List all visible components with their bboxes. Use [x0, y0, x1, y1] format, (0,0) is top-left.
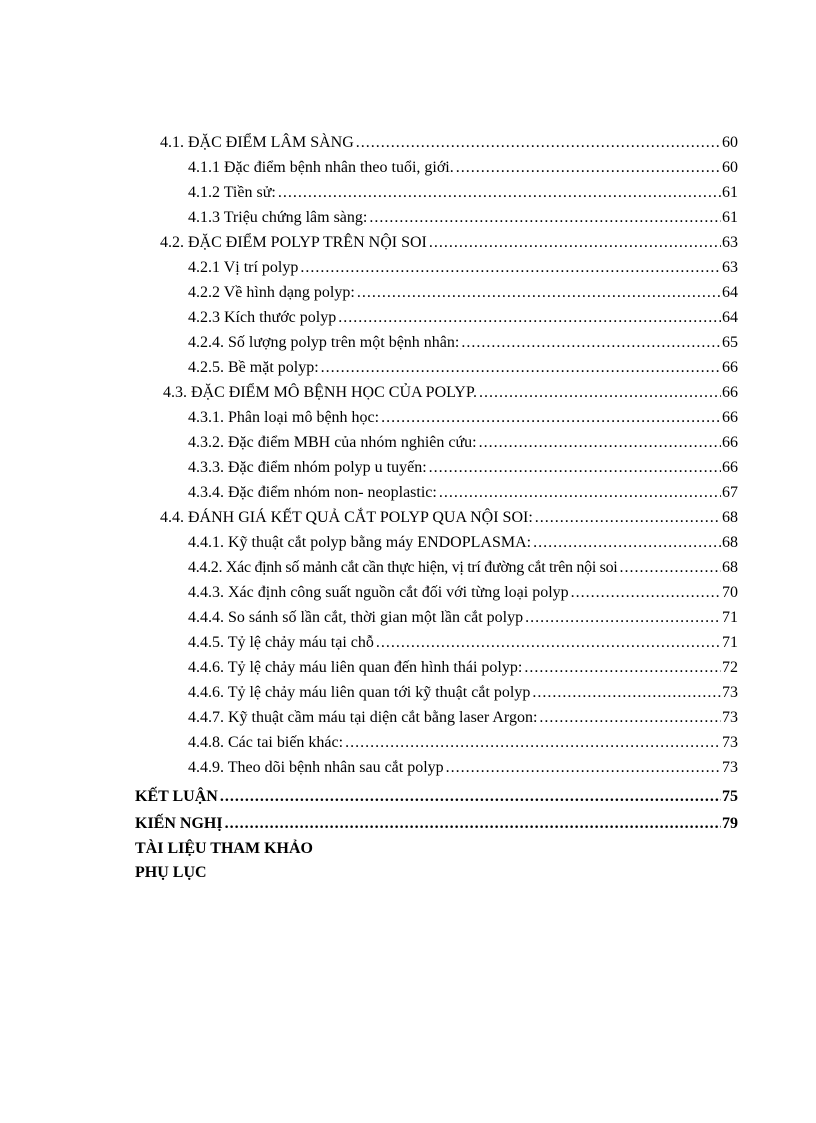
toc-entry-page: 66 [722, 384, 738, 401]
toc-entry-label: 4.4.8. Các tai biến khác: [188, 734, 344, 751]
toc-entry-label: KẾT LUẬN [135, 788, 218, 805]
toc-entry-4-1[interactable] [160, 132, 738, 154]
toc-entry-label: 4.3.4. Đặc điểm nhóm non- neoplastic: [188, 484, 437, 501]
toc-entry-4-3[interactable] [163, 382, 738, 404]
toc-entry-4-4-8[interactable] [188, 732, 738, 754]
toc-leader [539, 707, 721, 729]
toc-entry-4-3-1[interactable] [188, 407, 738, 429]
toc-entry-page: 60 [722, 159, 738, 176]
toc-entry-page: 66 [722, 459, 738, 476]
toc-entry-page: 66 [722, 359, 738, 376]
toc-leader [345, 732, 721, 754]
toc-entry-label: 4.3.3. Đặc điểm nhóm polyp u tuyến: [188, 459, 427, 476]
toc-leader [532, 682, 721, 704]
toc-entry-label: KIẾN NGHỊ [135, 815, 223, 832]
toc-entry-label: 4.3.2. Đặc điểm MBH của nhóm nghiên cứu: [188, 434, 477, 451]
toc-entry-4-4-6b[interactable] [188, 682, 738, 704]
toc-leader [220, 786, 721, 808]
toc-entry-label: 4.4. ĐÁNH GIÁ KẾT QUẢ CẮT POLYP QUA NỘI SOI: [160, 509, 533, 526]
toc-entry-page: 73 [722, 684, 738, 701]
toc-entry-label: 4.4.6. Tỷ lệ chảy máu liên quan đến hình thái polyp: [188, 659, 523, 676]
toc-leader [338, 307, 721, 329]
toc-entry-4-3-2[interactable] [188, 432, 738, 454]
toc-leader [439, 482, 721, 504]
toc-entry-page: 68 [722, 509, 738, 526]
toc-entry-page: 73 [722, 734, 738, 751]
toc-entry-label: 4.2.4. Số lượng polyp trên một bệnh nhân: [188, 334, 460, 351]
toc-entry-page: 65 [722, 334, 738, 351]
toc-entry-label: 4.1. ĐẶC ĐIỂM LÂM SÀNG [160, 134, 354, 151]
toc-entry-page: 64 [722, 284, 738, 301]
toc-leader [357, 282, 721, 304]
toc-entry-4-2-1[interactable] [188, 257, 738, 279]
toc-entry-label: 4.1.2 Tiền sử: [188, 184, 276, 201]
toc-entry-page: 67 [722, 484, 738, 501]
toc-entry-4-3-3[interactable] [188, 457, 738, 479]
toc-entry-4-1-1[interactable] [188, 157, 738, 179]
toc-entry-4-4-2[interactable] [188, 557, 738, 579]
toc-leader [533, 532, 721, 554]
toc-entry-page: 61 [722, 184, 738, 201]
toc-entry-page: 71 [722, 634, 738, 651]
toc-entry-4-4-1[interactable] [188, 532, 738, 554]
toc-entry-page: 73 [722, 709, 738, 726]
toc-entry-label: 4.3.1. Phân loại mô bệnh học: [188, 409, 380, 426]
toc-entry-label: 4.2.3 Kích thước polyp [188, 309, 337, 326]
toc-leader [429, 232, 721, 254]
toc-leader [524, 657, 721, 679]
toc-entry-4-2-4[interactable] [188, 332, 738, 354]
toc-entry-4-4-5[interactable] [188, 632, 738, 654]
toc-entry-page: 75 [722, 788, 738, 805]
toc-leader [446, 757, 721, 779]
toc-leader [429, 457, 721, 479]
toc-entry-4-4-9[interactable] [188, 757, 738, 779]
toc-entry-label: 4.3. ĐẶC ĐIỂM MÔ BỆNH HỌC CỦA POLYP. [163, 384, 477, 401]
toc-entry-label: 4.2.5. Bề mặt polyp: [188, 359, 319, 376]
toc-entry-label: 4.2.1 Vị trí polyp [188, 259, 299, 276]
toc-entry-4-2[interactable] [160, 232, 738, 254]
toc-entry-label: 4.4.1. Kỹ thuật cắt polyp bằng máy ENDOPLASMA: [188, 534, 532, 551]
toc-leader [381, 407, 721, 429]
toc-leader [525, 607, 721, 629]
toc-entry-4-1-3[interactable] [188, 207, 738, 229]
toc-entry-4-4[interactable] [160, 507, 738, 529]
toc-entry-label: 4.2.2 Về hình dạng polyp: [188, 284, 355, 301]
toc-entry-page: 68 [722, 559, 738, 576]
toc-entry-page: 64 [722, 309, 738, 326]
toc-entry-phu-luc[interactable] [135, 862, 738, 884]
toc-entry-page: 60 [722, 134, 738, 151]
toc-entry-page: 79 [722, 815, 738, 832]
toc-entry-4-2-5[interactable] [188, 357, 738, 379]
toc-entry-page: 68 [722, 534, 738, 551]
toc-entry-page: 61 [722, 209, 738, 226]
toc-leader [619, 557, 721, 579]
toc-entry-4-4-3[interactable] [188, 582, 738, 604]
toc-entry-label: 4.1.3 Triệu chứng lâm sàng: [188, 209, 368, 226]
toc-leader [456, 157, 721, 179]
toc-entry-label: TÀI LIỆU THAM KHẢO [135, 840, 313, 857]
toc-entry-page: 73 [722, 759, 738, 776]
toc-entry-label: 4.4.7. Kỹ thuật cầm máu tại diện cắt bằng laser Argon: [188, 709, 538, 726]
toc-leader [461, 332, 721, 354]
toc-entry-label: 4.4.9. Theo dõi bệnh nhân sau cắt polyp [188, 759, 444, 776]
toc-entry-label: 4.4.2. Xác định số mảnh cắt cần thực hiện, vị trí đường cắt trên nội soi [188, 559, 618, 576]
toc-entry-4-4-7[interactable] [188, 707, 738, 729]
toc-entry-ket-luan[interactable] [135, 786, 738, 808]
toc-leader [571, 582, 721, 604]
toc-entry-page: 63 [722, 259, 738, 276]
toc-leader [535, 507, 721, 529]
toc-entry-page: 70 [722, 584, 738, 601]
toc-entry-page: 66 [722, 434, 738, 451]
toc-leader [479, 432, 721, 454]
toc-entry-label: 4.1.1 Đặc điểm bệnh nhân theo tuổi, giới. [188, 159, 454, 176]
toc-leader [300, 257, 721, 279]
toc-entry-label: 4.2. ĐẶC ĐIỂM POLYP TRÊN NỘI SOI [160, 234, 427, 251]
toc-entry-label: 4.4.5. Tỷ lệ chảy máu tại chỗ [188, 634, 374, 651]
toc-entry-page: 72 [722, 659, 738, 676]
toc-entry-kien-nghi[interactable] [135, 813, 738, 835]
toc-leader [479, 382, 721, 404]
toc-leader [278, 182, 721, 204]
toc-entry-4-3-4[interactable] [188, 482, 738, 504]
toc-leader [356, 132, 721, 154]
toc-entry-4-2-3[interactable] [188, 307, 738, 329]
toc-entry-4-1-2[interactable] [188, 182, 738, 204]
toc-entry-page: 71 [722, 609, 738, 626]
toc-entry-4-4-6a[interactable] [188, 657, 738, 679]
toc-leader [376, 632, 721, 654]
toc-entry-label: 4.4.3. Xác định công suất nguồn cắt đối với từng loại polyp [188, 584, 569, 601]
toc-entry-label: 4.4.4. So sánh số lần cắt, thời gian một lần cắt polyp [188, 609, 524, 626]
toc-entry-label: 4.4.6. Tỷ lệ chảy máu liên quan tới kỹ thuật cắt polyp [188, 684, 531, 701]
toc-entry-tai-lieu[interactable] [135, 838, 738, 860]
toc-leader [369, 207, 721, 229]
toc-leader [321, 357, 721, 379]
toc-leader [225, 813, 721, 835]
toc-entry-4-2-2[interactable] [188, 282, 738, 304]
toc-entry-label: PHỤ LỤC [135, 864, 207, 881]
toc-entry-page: 63 [722, 234, 738, 251]
toc-entry-page: 66 [722, 409, 738, 426]
toc-entry-4-4-4[interactable] [188, 607, 738, 629]
